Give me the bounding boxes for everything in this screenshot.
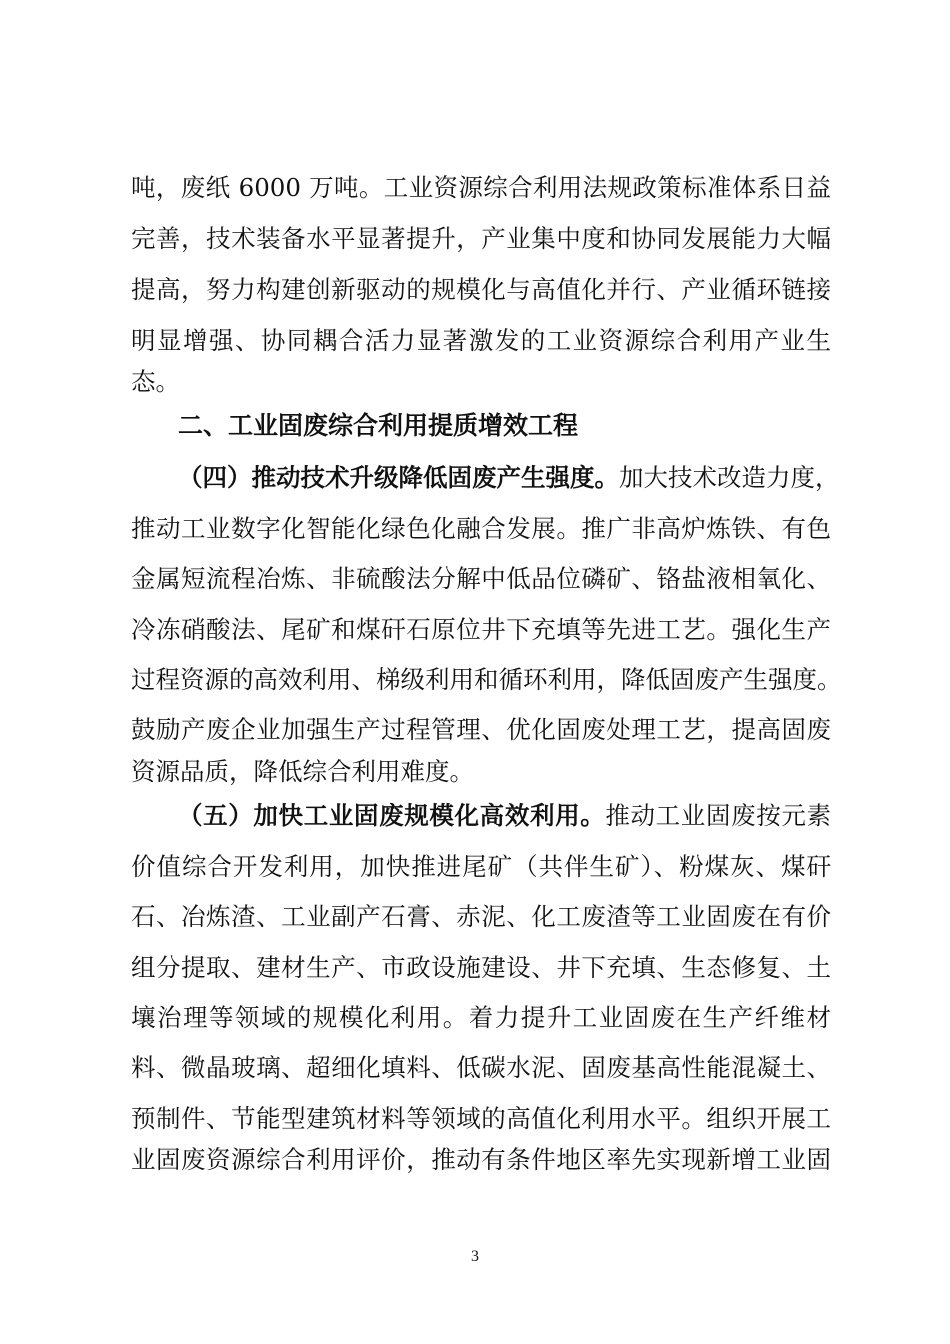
paragraph-text: 推动工业固废按元素	[605, 801, 832, 830]
paragraph-line: 完善，技术装备水平显著提升，产业集中度和协同发展能力大幅	[131, 224, 831, 253]
paragraph-line: 壤治理等领域的规模化利用。着力提升工业固废在生产纤维材	[131, 1003, 831, 1032]
paragraph-line: 业固废资源综合利用评价，推动有条件地区率先实现新增工业固	[131, 1145, 831, 1174]
paragraph-first-line	[178, 462, 840, 494]
paragraph-line: 石、冶炼渣、工业副产石膏、赤泥、化工废渣等工业固废在有价	[131, 902, 831, 931]
paragraph-line: 金属短流程冶炼、非硫酸法分解中低品位磷矿、铬盐液相氧化、	[131, 564, 831, 593]
paragraph-line: 吨，废纸 6000 万吨。工业资源综合利用法规政策标准体系日益	[131, 173, 831, 202]
paragraph-line: 资源品质，降低综合利用难度。	[131, 757, 474, 786]
paragraph-line: 鼓励产废企业加强生产过程管理、优化固废处理工艺，提高固废	[131, 715, 831, 744]
paragraph-line: 价值综合开发利用，加快推进尾矿（共伴生矿）、粉煤灰、煤矸	[131, 852, 831, 881]
paragraph-lead: （四）推动技术升级降低固废产生强度。	[178, 463, 619, 492]
paragraph-first-line	[178, 800, 831, 832]
paragraph-line: 明显增强、协同耦合活力显著激发的工业资源综合利用产业生	[131, 326, 831, 355]
paragraph-line: 提高，努力构建创新驱动的规模化与高值化并行、产业循环链接	[131, 275, 831, 304]
paragraph-line: 冷冻硝酸法、尾矿和煤矸石原位井下充填等先进工艺。强化生产	[131, 615, 831, 644]
section-heading: 二、工业固废综合利用提质增效工程	[178, 411, 579, 440]
paragraph-line: 推动工业数字化智能化绿色化融合发展。推广非高炉炼铁、有色	[131, 514, 831, 543]
paragraph-line: 过程资源的高效利用、梯级利用和循环利用，降低固废产生强度。	[131, 665, 842, 694]
paragraph-text: 加大技术改造力度，	[619, 463, 840, 492]
paragraph-line: 组分提取、建材生产、市政设施建设、井下充填、生态修复、土	[131, 953, 831, 982]
paragraph-line: 料、微晶玻璃、超细化填料、低碳水泥、固废基高性能混凝土、	[131, 1053, 831, 1082]
page-number: 3	[471, 1248, 479, 1265]
paragraph-lead: （五）加快工业固废规模化高效利用。	[178, 801, 606, 830]
paragraph-line: 预制件、节能型建筑材料等领域的高值化利用水平。组织开展工	[131, 1104, 831, 1133]
paragraph-line: 态。	[131, 367, 180, 396]
